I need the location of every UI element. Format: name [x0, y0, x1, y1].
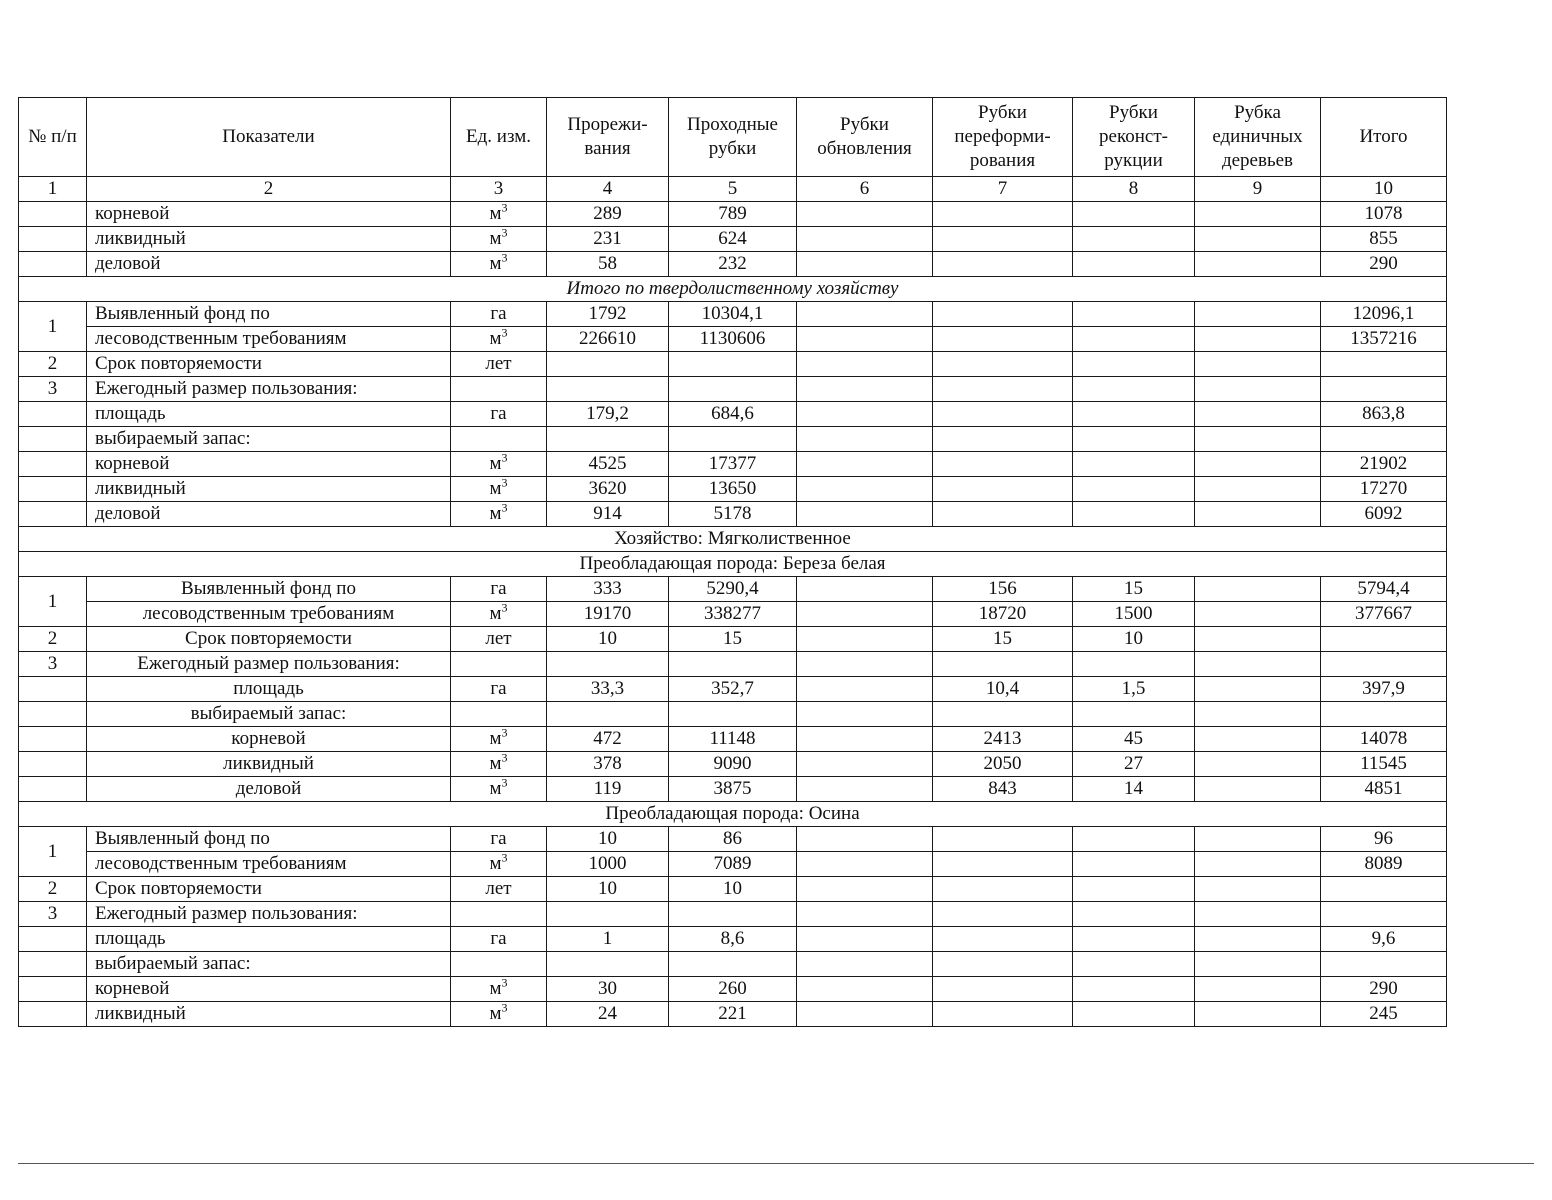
section-title-row	[19, 277, 1447, 302]
value-cell: 10	[547, 877, 669, 902]
col-header-num: № п/п	[19, 98, 87, 177]
value-cell: 1500	[1073, 602, 1195, 627]
unit-cell: $м^3$	[451, 602, 547, 627]
row-label: ликвидный	[87, 477, 451, 502]
value-cell: 24	[547, 1002, 669, 1027]
value-cell: 10	[547, 827, 669, 852]
row-index: 1	[19, 827, 87, 877]
value-cell: 17377	[669, 452, 797, 477]
total-cell: 4851	[1321, 777, 1447, 802]
value-cell: 333	[547, 577, 669, 602]
unit-cell: га	[451, 402, 547, 427]
col-header-renewal-cutting: Рубки обновления	[797, 98, 933, 177]
row-label: площадь	[87, 927, 451, 952]
row-label: Выявленный фонд по	[87, 577, 451, 602]
value-cell: 11148	[669, 727, 797, 752]
column-number: 2	[87, 177, 451, 202]
value-cell: 179,2	[547, 402, 669, 427]
value-cell: 10	[1073, 627, 1195, 652]
row-label: деловой	[87, 252, 451, 277]
unit-cell: $м^3$	[451, 852, 547, 877]
column-number: 9	[1195, 177, 1321, 202]
total-cell: 14078	[1321, 727, 1447, 752]
total-cell: 1078	[1321, 202, 1447, 227]
row-index: 3	[19, 902, 87, 927]
col-header-single-tree-cutting: Рубка единичных деревьев	[1195, 98, 1321, 177]
unit-cell: $м^3$	[451, 777, 547, 802]
value-cell: 5178	[669, 502, 797, 527]
row-label: Выявленный фонд по	[87, 302, 451, 327]
unit-cell: лет	[451, 352, 547, 377]
row-label: ликвидный	[87, 1002, 451, 1027]
total-cell: 1357216	[1321, 327, 1447, 352]
col-header-reconstruction-cutting: Рубки реконст-рукции	[1073, 98, 1195, 177]
total-cell: 397,9	[1321, 677, 1447, 702]
value-cell: 684,6	[669, 402, 797, 427]
column-number: 8	[1073, 177, 1195, 202]
unit-cell: $м^3$	[451, 977, 547, 1002]
col-header-unit: Ед. изм.	[451, 98, 547, 177]
table-row	[19, 927, 1447, 952]
total-cell: 863,8	[1321, 402, 1447, 427]
table-row	[19, 902, 1447, 927]
unit-cell: га	[451, 302, 547, 327]
value-cell: 472	[547, 727, 669, 752]
value-cell: 232	[669, 252, 797, 277]
table-row	[19, 852, 1447, 877]
row-label: лесоводственным требованиям	[87, 852, 451, 877]
forest-use-table-page	[18, 97, 1446, 1027]
column-number-row	[19, 177, 1447, 202]
col-header-thinning: Прорежи-вания	[547, 98, 669, 177]
row-label: Срок повторяемости	[87, 627, 451, 652]
table-row	[19, 327, 1447, 352]
row-index: 2	[19, 352, 87, 377]
row-label: деловой	[87, 502, 451, 527]
unit-cell: $м^3$	[451, 227, 547, 252]
unit-cell: га	[451, 827, 547, 852]
column-number: 3	[451, 177, 547, 202]
value-cell: 119	[547, 777, 669, 802]
total-cell: 5794,4	[1321, 577, 1447, 602]
unit-cell: $м^3$	[451, 502, 547, 527]
unit-cell: $м^3$	[451, 1002, 547, 1027]
section-title: Итого по твердолиственному хозяйству	[19, 277, 1447, 302]
value-cell: 378	[547, 752, 669, 777]
table-row	[19, 402, 1447, 427]
value-cell: 2050	[933, 752, 1073, 777]
value-cell: 18720	[933, 602, 1073, 627]
row-label: корневой	[87, 977, 451, 1002]
value-cell: 5290,4	[669, 577, 797, 602]
row-label: площадь	[87, 402, 451, 427]
table-row	[19, 302, 1447, 327]
row-index: 3	[19, 652, 87, 677]
row-index: 2	[19, 627, 87, 652]
value-cell: 789	[669, 202, 797, 227]
value-cell: 156	[933, 577, 1073, 602]
value-cell: 14	[1073, 777, 1195, 802]
col-header-indicators: Показатели	[87, 98, 451, 177]
table-row	[19, 952, 1447, 977]
value-cell: 58	[547, 252, 669, 277]
row-label: деловой	[87, 777, 451, 802]
total-cell: 17270	[1321, 477, 1447, 502]
value-cell: 4525	[547, 452, 669, 477]
col-header-total: Итого	[1321, 98, 1447, 177]
table-row	[19, 777, 1447, 802]
unit-cell: га	[451, 677, 547, 702]
col-header-reformation-cutting: Рубки переформи-рования	[933, 98, 1073, 177]
row-label: корневой	[87, 727, 451, 752]
table-row	[19, 502, 1447, 527]
table-row	[19, 877, 1447, 902]
column-number: 4	[547, 177, 669, 202]
table-row	[19, 477, 1447, 502]
row-label: ликвидный	[87, 227, 451, 252]
col-header-passage-cutting: Проходные рубки	[669, 98, 797, 177]
unit-cell: $м^3$	[451, 477, 547, 502]
value-cell: 624	[669, 227, 797, 252]
unit-cell: лет	[451, 877, 547, 902]
table-row	[19, 827, 1447, 852]
table-row	[19, 352, 1447, 377]
row-label: Срок повторяемости	[87, 877, 451, 902]
total-cell: 11545	[1321, 752, 1447, 777]
value-cell: 15	[933, 627, 1073, 652]
total-cell: 290	[1321, 977, 1447, 1002]
table-row	[19, 427, 1447, 452]
total-cell: 96	[1321, 827, 1447, 852]
table-row	[19, 577, 1447, 602]
unit-cell: $м^3$	[451, 727, 547, 752]
value-cell: 9090	[669, 752, 797, 777]
value-cell: 914	[547, 502, 669, 527]
row-label: выбираемый запас:	[87, 702, 451, 727]
table-row	[19, 602, 1447, 627]
table-row	[19, 452, 1447, 477]
value-cell: 2413	[933, 727, 1073, 752]
row-index: 2	[19, 877, 87, 902]
row-label: Ежегодный размер пользования:	[87, 652, 451, 677]
header-row	[19, 98, 1447, 177]
section-header: Хозяйство: Мягколиственное	[19, 527, 1447, 552]
column-number: 1	[19, 177, 87, 202]
row-label: Срок повторяемости	[87, 352, 451, 377]
value-cell: 30	[547, 977, 669, 1002]
value-cell: 15	[669, 627, 797, 652]
value-cell: 10	[669, 877, 797, 902]
value-cell: 289	[547, 202, 669, 227]
value-cell: 231	[547, 227, 669, 252]
unit-cell: га	[451, 577, 547, 602]
row-index: 1	[19, 302, 87, 352]
row-label: лесоводственным требованиям	[87, 602, 451, 627]
row-label: Ежегодный размер пользования:	[87, 377, 451, 402]
column-number: 7	[933, 177, 1073, 202]
row-label: выбираемый запас:	[87, 952, 451, 977]
unit-cell: $м^3$	[451, 452, 547, 477]
value-cell: 13650	[669, 477, 797, 502]
value-cell: 10,4	[933, 677, 1073, 702]
section-title-row	[19, 802, 1447, 827]
total-cell: 855	[1321, 227, 1447, 252]
value-cell: 15	[1073, 577, 1195, 602]
value-cell: 8,6	[669, 927, 797, 952]
table-row	[19, 627, 1447, 652]
row-label: ликвидный	[87, 752, 451, 777]
row-label: корневой	[87, 452, 451, 477]
value-cell: 45	[1073, 727, 1195, 752]
total-cell: 8089	[1321, 852, 1447, 877]
column-number: 10	[1321, 177, 1447, 202]
value-cell: 33,3	[547, 677, 669, 702]
total-cell: 9,6	[1321, 927, 1447, 952]
table-row	[19, 677, 1447, 702]
value-cell: 10304,1	[669, 302, 797, 327]
value-cell: 338277	[669, 602, 797, 627]
total-cell: 6092	[1321, 502, 1447, 527]
table-row	[19, 752, 1447, 777]
value-cell: 352,7	[669, 677, 797, 702]
table-row	[19, 202, 1447, 227]
row-label: площадь	[87, 677, 451, 702]
column-number: 6	[797, 177, 933, 202]
section-title: Преобладающая порода: Осина	[19, 802, 1447, 827]
unit-cell: лет	[451, 627, 547, 652]
total-cell: 377667	[1321, 602, 1447, 627]
table-row	[19, 977, 1447, 1002]
value-cell: 27	[1073, 752, 1195, 777]
value-cell: 260	[669, 977, 797, 1002]
section-title-row	[19, 527, 1447, 552]
value-cell: 19170	[547, 602, 669, 627]
table-row	[19, 702, 1447, 727]
value-cell: 1000	[547, 852, 669, 877]
value-cell: 221	[669, 1002, 797, 1027]
unit-cell: $м^3$	[451, 752, 547, 777]
table-row	[19, 252, 1447, 277]
value-cell: 1130606	[669, 327, 797, 352]
total-cell: 290	[1321, 252, 1447, 277]
row-label: корневой	[87, 202, 451, 227]
row-index: 3	[19, 377, 87, 402]
value-cell: 1,5	[1073, 677, 1195, 702]
forest-use-table	[18, 97, 1447, 1027]
table-row	[19, 227, 1447, 252]
value-cell: 10	[547, 627, 669, 652]
total-cell: 12096,1	[1321, 302, 1447, 327]
value-cell: 226610	[547, 327, 669, 352]
unit-cell: $м^3$	[451, 327, 547, 352]
section-title: Преобладающая порода: Береза белая	[19, 552, 1447, 577]
value-cell: 7089	[669, 852, 797, 877]
row-index: 1	[19, 577, 87, 627]
section-title-row	[19, 552, 1447, 577]
table-row	[19, 1002, 1447, 1027]
value-cell: 3875	[669, 777, 797, 802]
value-cell: 1792	[547, 302, 669, 327]
table-row	[19, 377, 1447, 402]
page-bottom-rule	[18, 1163, 1534, 1164]
value-cell: 1	[547, 927, 669, 952]
column-number: 5	[669, 177, 797, 202]
row-label: лесоводственным требованиям	[87, 327, 451, 352]
value-cell: 3620	[547, 477, 669, 502]
unit-cell: га	[451, 927, 547, 952]
value-cell: 86	[669, 827, 797, 852]
total-cell: 245	[1321, 1002, 1447, 1027]
value-cell: 843	[933, 777, 1073, 802]
table-row	[19, 727, 1447, 752]
table-row	[19, 652, 1447, 677]
unit-cell: $м^3$	[451, 202, 547, 227]
row-label: выбираемый запас:	[87, 427, 451, 452]
row-label: Выявленный фонд по	[87, 827, 451, 852]
total-cell: 21902	[1321, 452, 1447, 477]
unit-cell: $м^3$	[451, 252, 547, 277]
row-label: Ежегодный размер пользования:	[87, 902, 451, 927]
